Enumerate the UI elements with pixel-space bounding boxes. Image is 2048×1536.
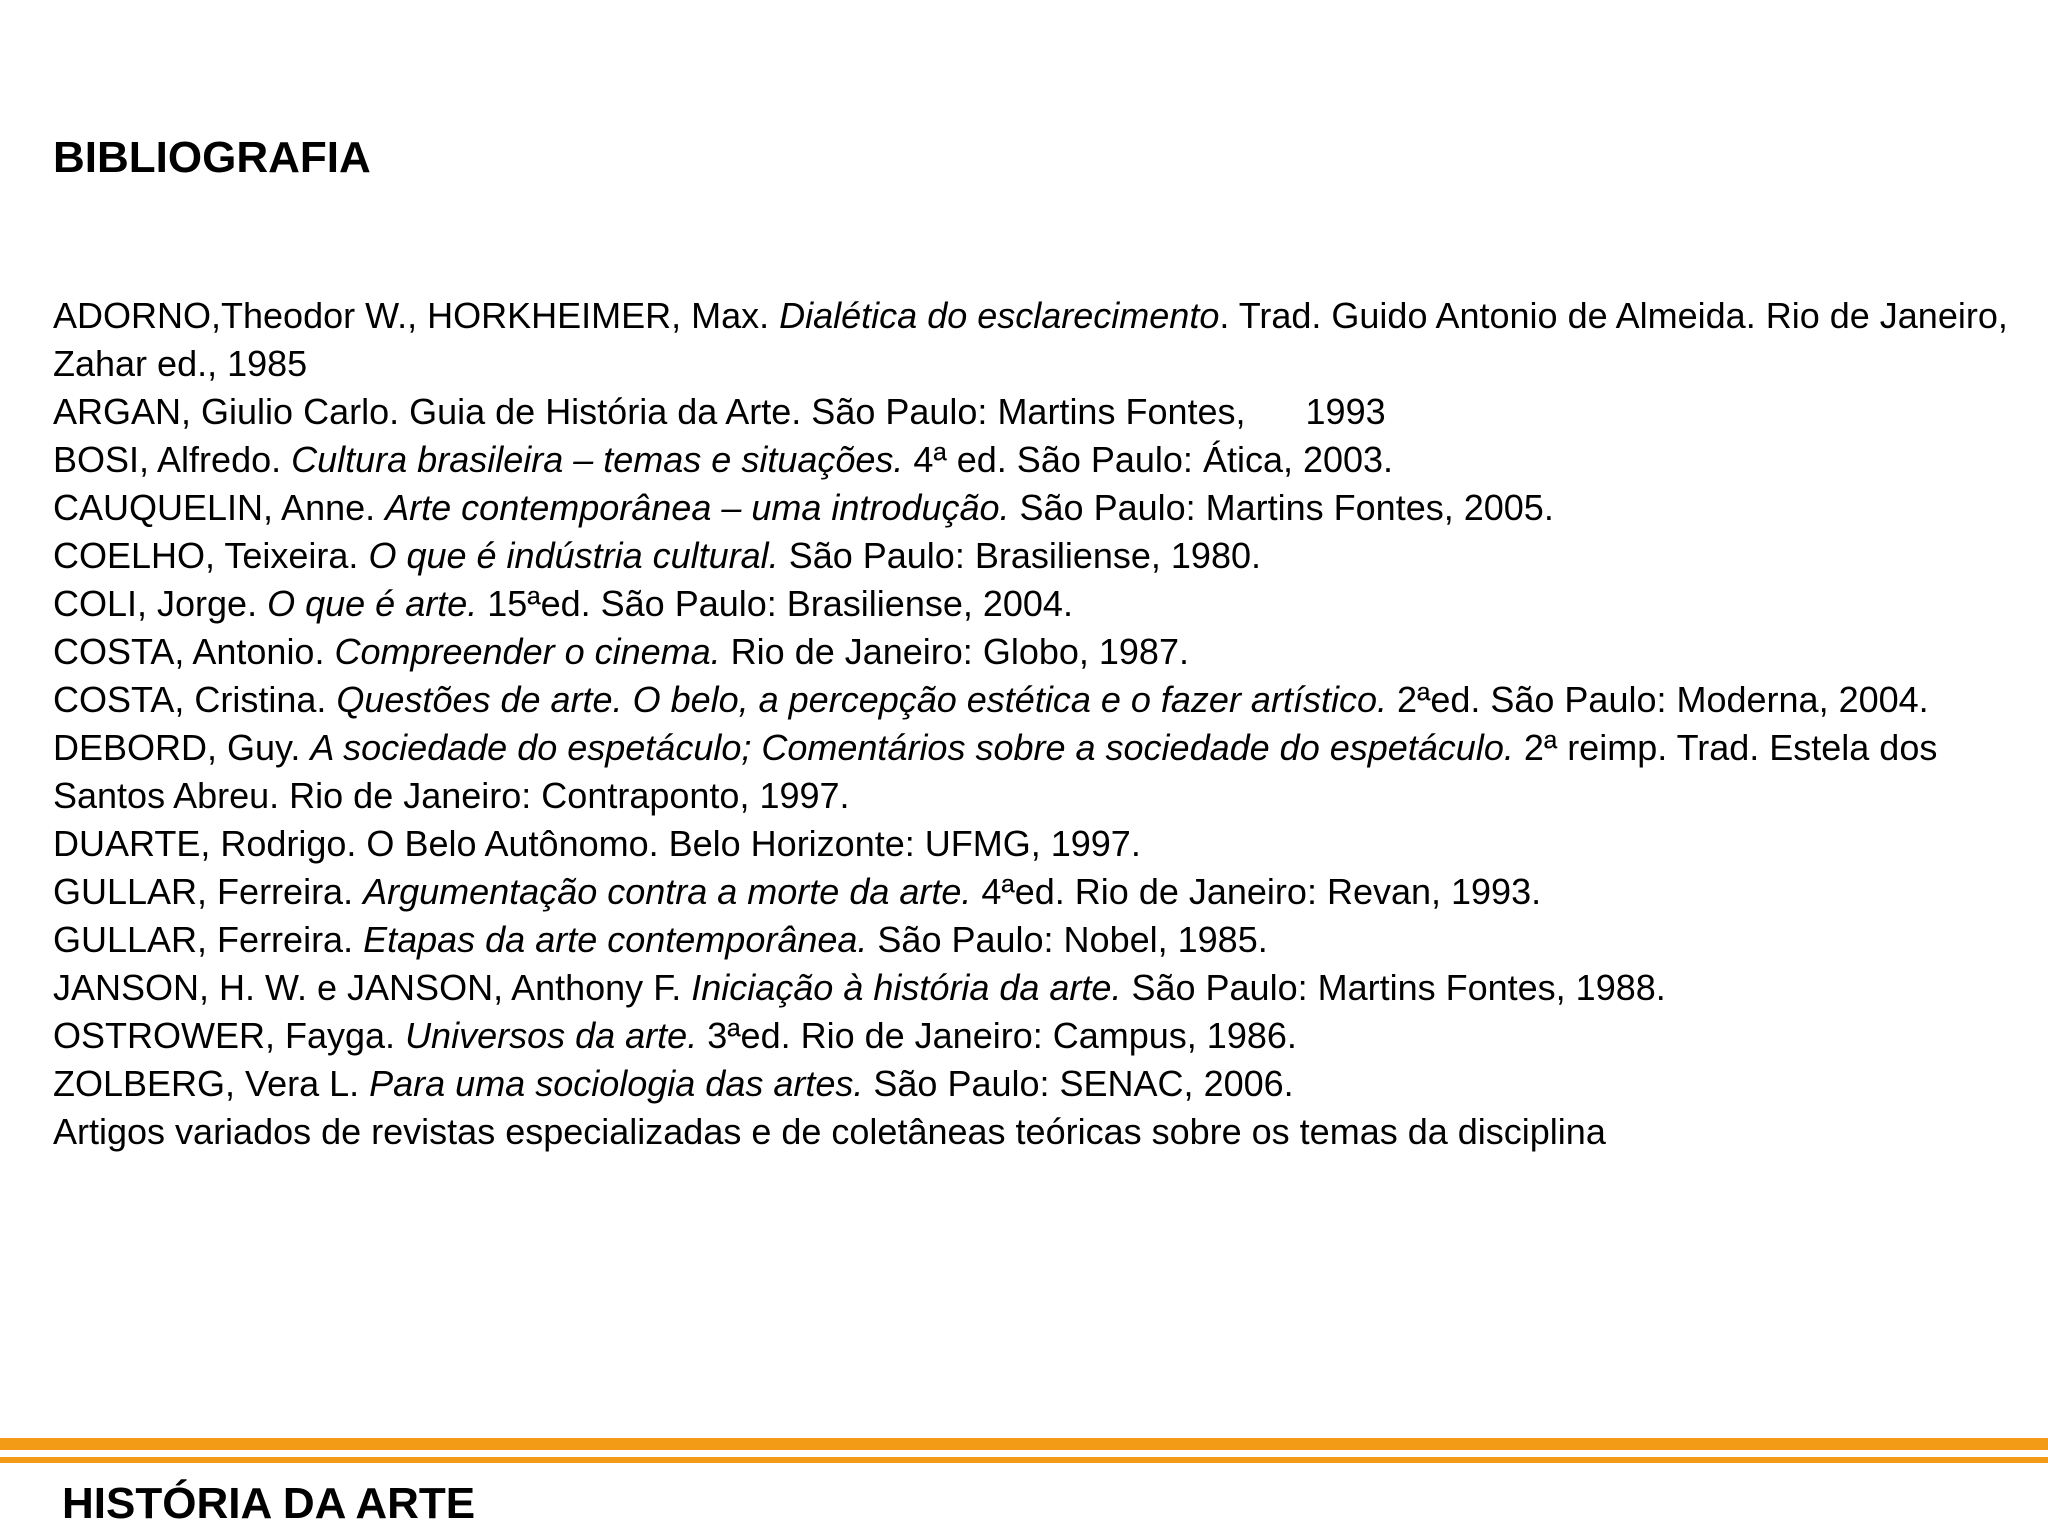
reference-details: . Trad. Guido Antonio de Almeida. Rio de Janeiro, Zahar ed., 1985 <box>53 295 2008 384</box>
reference-item <box>53 676 2013 724</box>
reference-title: Compreender o cinema. <box>334 631 721 672</box>
reference-author: GULLAR, Ferreira. <box>53 919 364 960</box>
reference-item <box>53 724 2013 820</box>
reference-author: OSTROWER, Fayga. <box>53 1015 406 1056</box>
reference-title: Para uma sociologia das artes. <box>369 1063 864 1104</box>
reference-item <box>53 292 2013 388</box>
reference-item <box>53 1108 2013 1156</box>
reference-author: ZOLBERG, Vera L. <box>53 1063 370 1104</box>
reference-author: ADORNO,Theodor W., HORKHEIMER, Max. <box>53 295 780 336</box>
reference-author: COSTA, Cristina. <box>53 679 337 720</box>
reference-title: Iniciação à história da arte. <box>691 967 1122 1008</box>
reference-details: 3ªed. Rio de Janeiro: Campus, 1986. <box>697 1015 1297 1056</box>
reference-details: São Paulo: Nobel, 1985. <box>867 919 1268 960</box>
reference-author: DEBORD, Guy. <box>53 727 311 768</box>
reference-title: A sociedade do espetáculo; Comentários sobre a sociedade do espetáculo. <box>310 727 1514 768</box>
reference-author: JANSON, H. W. e JANSON, Anthony F. <box>53 967 692 1008</box>
reference-details: 15ªed. São Paulo: Brasiliense, 2004. <box>477 583 1073 624</box>
page-title: BIBLIOGRAFIA <box>53 133 371 182</box>
reference-details: São Paulo: Martins Fontes, 1988. <box>1121 967 1666 1008</box>
reference-details: 4ª ed. São Paulo: Ática, 2003. <box>903 439 1394 480</box>
reference-item <box>53 820 2013 868</box>
reference-item <box>53 1060 2013 1108</box>
reference-title: Argumentação contra a morte da arte. <box>363 871 972 912</box>
footer-title: HISTÓRIA DA ARTE <box>62 1479 476 1528</box>
footer-divider-thin <box>0 1457 2048 1463</box>
reference-author: ARGAN, Giulio Carlo. Guia de História da Arte. São Paulo: Martins Fontes, <box>53 391 1246 432</box>
reference-details: 1993 <box>1305 391 1386 432</box>
reference-title: Dialética do esclarecimento <box>779 295 1220 336</box>
reference-author: BOSI, Alfredo. <box>53 439 292 480</box>
reference-title: Cultura brasileira – temas e situações. <box>291 439 904 480</box>
reference-item <box>53 580 2013 628</box>
reference-details: 2ª reimp. Trad. Estela dos Santos Abreu. Rio de Janeiro: Contraponto, 1997. <box>53 727 1938 816</box>
reference-author: Artigos variados de revistas especializadas e de coletâneas teóricas sobre os temas da disciplina <box>53 1111 1606 1152</box>
reference-title: Arte contemporânea – uma introdução. <box>385 487 1010 528</box>
reference-details: São Paulo: Martins Fontes, 2005. <box>1009 487 1554 528</box>
reference-author: COELHO, Teixeira. <box>53 535 369 576</box>
reference-item <box>53 532 2013 580</box>
reference-item <box>53 868 2013 916</box>
reference-details: 4ªed. Rio de Janeiro: Revan, 1993. <box>971 871 1542 912</box>
reference-details: Rio de Janeiro: Globo, 1987. <box>720 631 1189 672</box>
reference-author: DUARTE, Rodrigo. O Belo Autônomo. Belo Horizonte: UFMG, 1997. <box>53 823 1141 864</box>
reference-title: Universos da arte. <box>405 1015 698 1056</box>
footer-divider <box>0 1438 2048 1450</box>
reference-item <box>53 964 2013 1012</box>
reference-author: COLI, Jorge. <box>53 583 268 624</box>
reference-item <box>53 436 2013 484</box>
reference-title: Questões de arte. O belo, a percepção estética e o fazer artístico. <box>336 679 1387 720</box>
reference-author: GULLAR, Ferreira. <box>53 871 364 912</box>
reference-author: COSTA, Antonio. <box>53 631 335 672</box>
reference-item <box>53 1012 2013 1060</box>
reference-title: Etapas da arte contemporânea. <box>363 919 868 960</box>
reference-details: 2ªed. São Paulo: Moderna, 2004. <box>1386 679 1929 720</box>
reference-title: O que é indústria cultural. <box>368 535 779 576</box>
reference-details: São Paulo: Brasiliense, 1980. <box>778 535 1261 576</box>
reference-details: São Paulo: SENAC, 2006. <box>863 1063 1294 1104</box>
reference-item <box>53 388 2013 436</box>
reference-item <box>53 916 2013 964</box>
reference-list <box>53 292 2013 1156</box>
reference-item <box>53 484 2013 532</box>
reference-item <box>53 628 2013 676</box>
reference-author: CAUQUELIN, Anne. <box>53 487 386 528</box>
reference-title: O que é arte. <box>267 583 478 624</box>
